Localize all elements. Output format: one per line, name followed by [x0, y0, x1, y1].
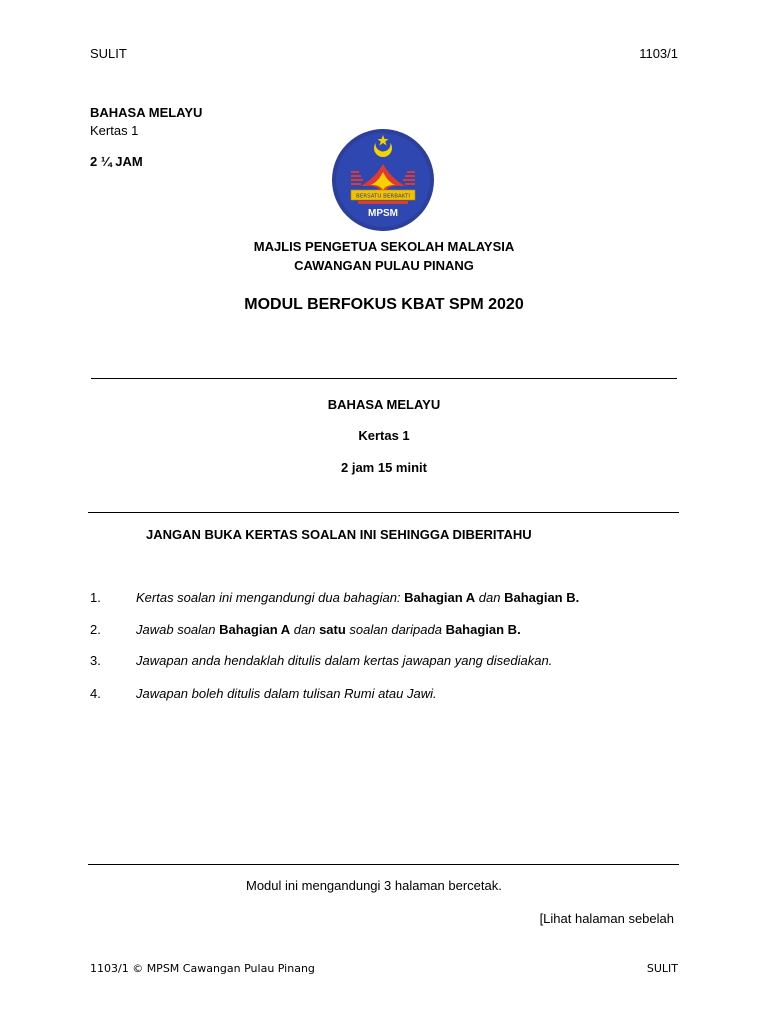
page-count-note: Modul ini mengandungi 3 halaman bercetak.: [246, 878, 502, 893]
instruction-number: 2.: [90, 622, 101, 637]
organization-name: MAJLIS PENGETUA SEKOLAH MALAYSIA: [253, 239, 515, 254]
header-classification: SULIT: [90, 46, 127, 61]
subject-duration: 2 ¼ JAM: [90, 154, 143, 169]
next-page-note: [Lihat halaman sebelah: [539, 911, 674, 926]
instruction-number: 4.: [90, 686, 101, 701]
organization-branch: CAWANGAN PULAU PINANG: [294, 258, 474, 273]
svg-text:MPSM: MPSM: [368, 208, 398, 219]
footer-copyright: 1103/1 © MPSM Cawangan Pulau Pinang: [90, 962, 315, 975]
divider: [91, 378, 677, 379]
exam-time: 2 jam 15 minit: [341, 460, 427, 475]
instruction-text: Jawapan boleh ditulis dalam tulisan Rumi atau Jawi.: [136, 686, 437, 701]
instruction-text: Jawapan anda hendaklah ditulis dalam kertas jawapan yang disediakan.: [136, 653, 553, 668]
subject-paper: Kertas 1: [90, 123, 139, 138]
exam-paper: Kertas 1: [358, 428, 410, 443]
instruction-text: Kertas soalan ini mengandungi dua bahagian: Bahagian A dan Bahagian B.: [136, 590, 580, 605]
instruction-text: Jawab soalan Bahagian A dan satu soalan daripada Bahagian B.: [136, 622, 521, 637]
svg-text:BERSATU BERBAKTI: BERSATU BERBAKTI: [356, 193, 410, 200]
header-code: 1103/1: [639, 46, 678, 61]
divider: [88, 864, 679, 865]
instruction-number: 1.: [90, 590, 101, 605]
subject-title: BAHASA MELAYU: [90, 105, 203, 120]
exam-subject: BAHASA MELAYU: [327, 397, 441, 412]
module-title: MODUL BERFOKUS KBAT SPM 2020: [244, 296, 524, 313]
warning-text: JANGAN BUKA KERTAS SOALAN INI SEHINGGA DIBERITAHU: [146, 527, 532, 542]
footer-classification: SULIT: [646, 962, 678, 975]
divider: [88, 512, 679, 513]
mpsm-logo: [331, 128, 435, 232]
instruction-number: 3.: [90, 653, 101, 668]
